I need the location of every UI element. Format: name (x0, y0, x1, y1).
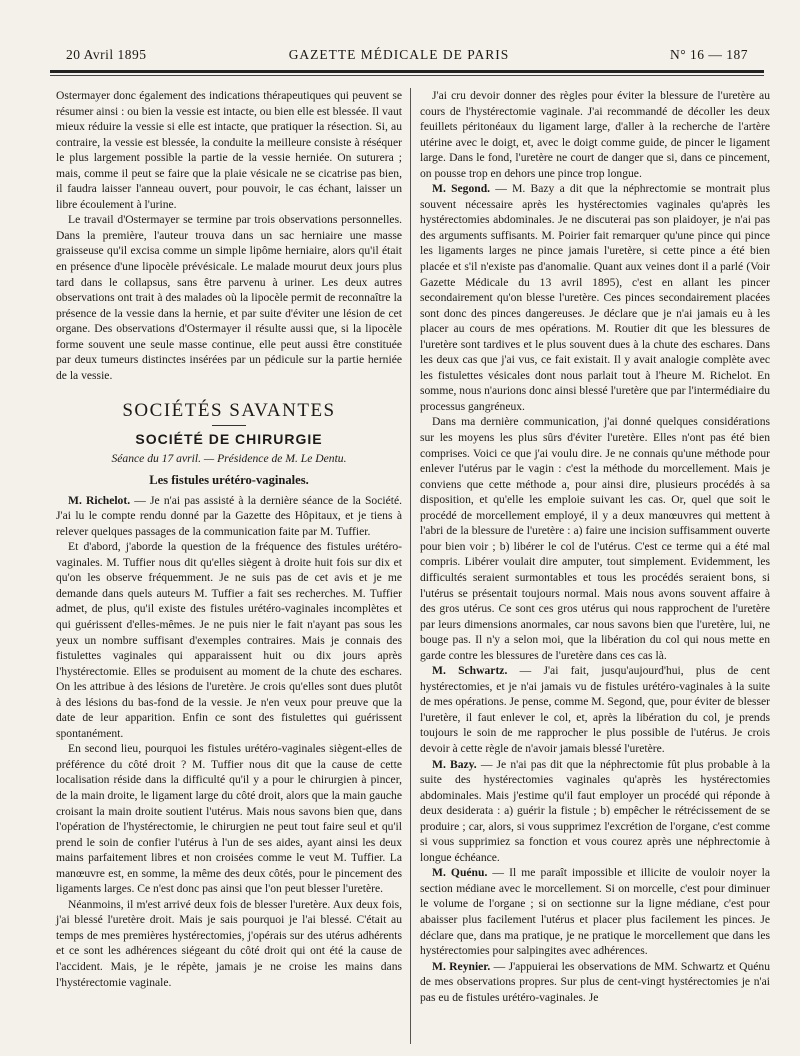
speaker-name: M. Segond. (432, 182, 491, 196)
paragraph-frequency: Et d'abord, j'aborde la question de la fréquence des fistules urétéro-vaginales. M. Tuffier nous dit qu'elles siègent à droite huit fois sur dix et qu'on les observe fréquemment. Je ne suis pas de cet avis et je me demande dans quels auteurs M. Tuffier a fait ses recherches. M. Tuffier admet, de plus, qu'il existe des fistules urétéro-vaginales incomplètes et qui guérissent d'elles-mêmes. Je ne puis nier le fait n'ayant pas sous les yeux un nombre suffisant d'exemples contraires. Mais je connais des fistulettes vaginales qui apparaissent huit ou dix jours après l'hystérectomie. Elles se produisent au moment de la chute des eschares. On les attribue à des lésions de l'uretère. Je crois qu'elles sont dues plutôt à des lésions du bas-fond de la vessie. Je n'en veux pour preuve que la date de leur apparition. Enfin ce sont des fistulettes qui guérissent spontanément. (56, 540, 402, 740)
speech-richelot (56, 493, 402, 540)
speech-schwartz (420, 663, 770, 756)
speaker-name: M. Bazy. (432, 757, 477, 771)
speaker-name: M. Reynier. (432, 959, 491, 973)
speaker-name: M. Schwartz. (432, 664, 508, 678)
speech-bazy (420, 757, 770, 866)
section-title: SOCIÉTÉS SAVANTES (122, 400, 336, 422)
paragraph-ostermayer-observations: Le travail d'Ostermayer se termine par trois observations personnelles. Dans la première, l'auteur trouva dans un sac herniaire une masse graisseuse qu'il excisa comme un simple lipôme herniaire, alors qu'il était en présence d'une lipocèle prévésicale. Le malade mourut deux jours plus tard dans le collapsus, sans être parvenu à uriner. Les deux autres observations ont trait à des malades où la lipocèle permit de reconnaître la présence de la vessie dans la hernie, et par suite d'éviter une lésion de cet organe. Des observations d'Ostermayer il résulte aussi que, si la lipocèle forme souvent une seule masse continue, elle peut aussi être constituée par deux tumeurs distinctes insérées par un pédicule sur la partie herniée de la vessie. (56, 213, 402, 382)
section-divider (212, 425, 246, 426)
speech-text: — M. Bazy a dit que la néphrectomie se montrait plus souvent nécessaire après les hystérectomies vaginales qu'après les hystérectomies abdominales. Je ne discuterai pas son plaidoyer, je n'ai pas des arguments suffisants. M. Poirier fait remarquer qu'une pince qui pince les ligaments larges ne pince jamais l'uretère, si cette pince a été bien placée et s'il n'existe pas d'anomalie. Quant aux veines dont il a parlé (Voir Gazette Médicale du 13 avril 1895), c'est en allant les pincer secondairement qu'on blesse l'uretère. Ces pinces secondairement placées sont donc des pinces dangereuses. Je déclare que je n'ai jamais eu à les placer au cours de mes opérations. M. Routier dit que les blessures de l'uretère sont tardives et le plus souvent dues à la chute des eschares. Dans les deux cas que j'ai vus, ce fait existait. Il y avait analogie complète avec les fistulettes vésicales dont nous parlait tout à l'heure M. Richelot. En somme, nous n'aurions donc ainsi blessé l'uretère que par l'intermédiaire du processus gangréneux. (420, 182, 770, 413)
column-divider (410, 88, 411, 1044)
speaker-name: M. Quénu. (432, 866, 488, 880)
paragraph-injury: Néanmoins, il m'est arrivé deux fois de blesser l'uretère. Aux deux fois, j'ai blessé l'uretère droit. Mais je sais pourquoi je l'ai blessé. C'était au temps de mes premières hystérectomies, j'opérais sur des utérus adhérents et ce sont les adhérences siégeant du côté droit qui ont été la cause de l'accident. Mais, je le répète, jamais je ne croise les mains dans l'hystérectomie vaginale. (56, 897, 402, 989)
left-column (56, 88, 402, 990)
paragraph-ostermayer-indications: Ostermayer donc également des indications thérapeutiques qui peuvent se résumer ainsi : ou bien la vessie est intacte, ou bien elle est blessée. Il vaut mieux réduire la vessie si elle est intacte, que pratiquer la résection. Si, au contraire, la vessie est blessée, la conduite la meilleure consiste à réséquer le plus largement possible la partie de la vessie herniée. On suturera ; mais, comme il peut se faire que la plaie vésicale ne se cicatrise pas bien, il faudra laisser l'anneau ouvert, pour pouvoir, le cas échant, laisser un libre écoulement à l'urine. (56, 89, 402, 211)
header-date: 20 Avril 1895 (66, 47, 147, 62)
header-journal-title: GAZETTE MÉDICALE DE PARIS (288, 47, 510, 62)
speech-reynier (420, 959, 770, 1006)
header-issue-number: N° 16 — 187 (669, 47, 748, 62)
session-line: Séance du 17 avril. — Présidence de M. Le Dentu. (111, 452, 347, 466)
paragraph-rules: J'ai cru devoir donner des règles pour éviter la blessure de l'uretère au cours de l'hystérectomie vaginale. J'ai recommandé de décoller les deux feuillets péritonéaux du ligament large, d'aller à la recherche de l'artère utérine avec le doigt, et, avec le doigt comme guide, de pincer le ligament large. Dans le fond, l'uretère ne court de danger que si, dans ce pincement, on pousse trop en dehors une pince trop longue. (420, 89, 770, 180)
speech-text: — Il me paraît impossible et illicite de vouloir noyer la section médiane avec le morcellement. Si on morcelle, c'est pour diminuer le volume de l'organe ; si on sectionne sur la ligne médiane, c'est pour abaisser plus facilement l'utérus et placer plus facilement les pinces. Je déclare que, dans ma pratique, je ne pratique le morcellement que dans les hystérectomies pour salpingites avec adhérences. (420, 866, 770, 958)
paragraph-communication: Dans ma dernière communication, j'ai donné quelques considérations sur les moyens les plus sûrs d'éviter l'uretère. Elles n'ont pas été bien comprises. Voici ce que j'ai voulu dire. Je ne connais qu'une méthode pour enlever l'utérus par le vagin : c'est la méthode du morcellement. Mais je conviens que cette méthode a, pour ainsi dire, plusieurs procédés à sa disposition, et qu'elle les emploie suivant les cas. Or, quel que soit le procédé de morcellement employé, il y a deux manœuvres qui mettent à l'abri de la blessure de l'uretère : a) faire une incision suffisamment ouverte pour bien voir ; b) libérer le col de l'utérus. C'est ce terme qui a été mal compris. Libérer voulait dire amputer, tout simplement. Evidemment, les difficultés seraient surmontables et tous les procédés seraient bons, si l'utérus se présentait toujours normal. Mais nous avons souvent affaire à des gros utérus. Ce sont ces gros utérus qui nous rapprochent de l'uretère par leurs dimensions anormales, car nous savons bien que l'uretère, lui, ne bouge pas. Il n'y a selon moi, que la libération du col qui nous mette en garde contre les blessures de l'uretère dans ces cas là. (420, 415, 770, 662)
society-title: SOCIÉTÉ DE CHIRURGIE (135, 430, 323, 447)
speech-text: — J'ai fait, jusqu'aujourd'hui, plus de cent hystérectomies, et je n'ai jamais vu de fistules urétéro-vaginales à la suite de mes opérations. Je pense, comme M. Segond, que, pour éviter de blesser l'uretère, il faut enlever le col, et, après la libération du col, je prends toujours le soin de me rapprocher le plus possible de l'utérus. Je crois devoir à cette règle de n'avoir jamais blessé l'uretère. (420, 664, 770, 755)
header-rule-thick (50, 70, 764, 73)
speech-text: — J'appuierai les observations de MM. Schwartz et Quénu de mes observations propres. Sur plus de cent-vingt hystérectomies je n'ai pas eu de fistules urétéro-vaginales. Je (420, 959, 770, 1004)
speech-segond (420, 181, 770, 414)
topic-heading: Les fistules urétéro-vaginales. (149, 473, 309, 488)
speaker-name: M. Richelot. (68, 493, 131, 507)
page-header (38, 47, 760, 65)
paragraph-right-side: En second lieu, pourquoi les fistules urétéro-vaginales siègent-elles de préférence du côté droit ? M. Tuffier nous dit que la cause de cette localisation réside dans la difficulté qu'il y a pour le chirurgien à pincer, de la main droite, le ligament large du côté droit, alors que la main gauche croisant la main droite soutient l'utérus. Mais nous savons bien que, dans l'opération de l'hystérectomie, le chirurgien ne peut tout faire seul et qu'il prend le soin de confier l'utérus à l'un de ses aides, ayant ainsi les deux mains parfaitement libres et non croisées comme le veut M. Tuffier. La manœuvre est, en somme, la même des deux côtés, pour le pincement des ligaments larges. Ce n'est donc pas ainsi que l'on peut blesser l'uretère. (56, 742, 402, 896)
speech-text: — Je n'ai pas dit que la néphrectomie fût plus probable à la suite des hystérectomies vaginales qu'après les hystérectomies abdominales. Mais j'estime qu'il faut employer un procédé qui réponde à deux desiderata : a) guérir la fistule ; b) empêcher le rétrécissement de se produire ; car, alors, si vous supprimez l'excrétion de l'organe, c'est comme si vous supprimiez sa fonction et vous courez après une néphrectomie à longue échéance. (420, 757, 770, 864)
header-rule-thin (50, 75, 764, 76)
speech-quenu (420, 865, 770, 958)
right-column (420, 88, 770, 1005)
speech-text: — Je n'ai pas assisté à la dernière séance de la Société. J'ai lu le compte rendu donné par la Gazette des Hôpitaux, et je tiens à relever quelques passages de la communication faite par M. Tuffier. (56, 493, 402, 538)
